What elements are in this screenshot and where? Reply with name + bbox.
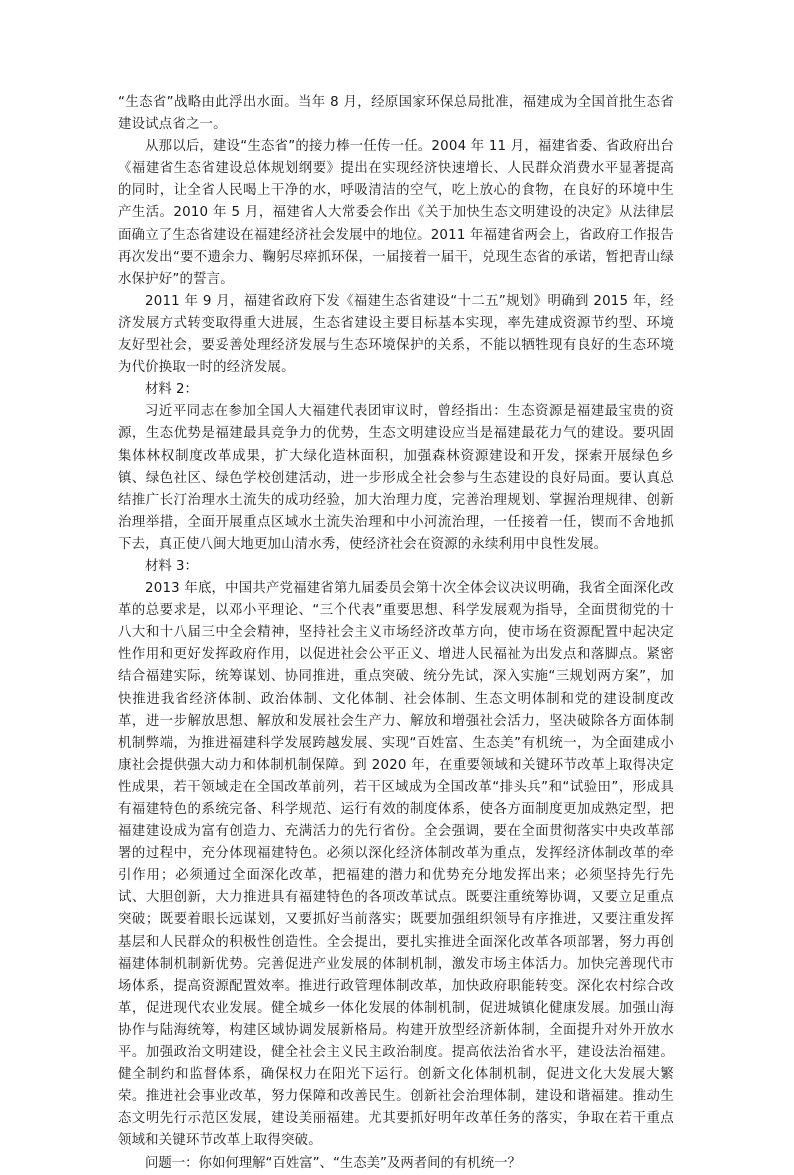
- paragraph-relay: 从那以后，建设“生态省”的接力棒一任传一任。2004 年 11 月，福建省委、省政府出台《福建省生态省建设总体规划纲要》提出在实现经济快速增长、人民群众消费水平显著提高的同时，让全省人民喝上干净的水，呼吸清洁的空气，吃上放心的食物，在良好的环境中生产生活。2010 年 5 月，福建省人大常委会作出《关于加快生态文明建设的决定》从法律层面确立了生态省建设在福建经济社会发展中的地位。2011 年福建省两会上，省政府工作报告再次发出“要不遗余力、鞠躬尽瘁抓环保，一届接着一届干，兑现生态省的承诺，暂把青山绿水保护好”的誓言。: [118, 139, 674, 287]
- material-3-text: 2013 年底，中国共产党福建省第九届委员会第十次全体会议决议明确，我省全面深化改革的总要求是，以邓小平理论、“三个代表”重要思想、科学发展观为指导，全面贯彻党的十八大和十八届三中全会精神，坚持社会主义市场经济改革方向，使市场在资源配置中起决定性作用和更好发挥政府作用，以促进社会公平正义、增进人民福祉为出发点和落脚点。紧密结合福建实际，统筹谋划、协同推进，重点突破、统分先试，深入实施“三规划两方案”，加快推进我省经济体制、政治体制、文化体制、社会体制、生态文明体制和党的建设制度改革，进一步解放思想、解放和发展社会生产力、解放和增强社会活力，坚决破除各方面体制机制弊端，为推进福建科学发展跨越发展、实现“百姓富、生态美”有机统一，为全面建成小康社会提供强大动力和体制机制保障。到 2020 年，在重要领域和关键环节改革上取得决定性成果，若干领域走在全国改革前列，若干区域成为全国改革“排头兵”和“试验田”，形成具有福建特色的系统完备、科学规范、运行有效的制度体系，使各方面制度更加成熟定型，把福建建设成为富有创造力、充满活力的先行省份。全会强调，要在全面贯彻落实中央改革部署的过程中，充分体现福建特色。必须以深化经济体制改革为重点，发挥经济体制改革的牵引作用；必须通过全面深化改革，把福建的潜力和优势充分地发挥出来；必须坚持先行先试、大胆创新，大力推进具有福建特色的各项改革试点。既要注重统筹协调，又要立足重点突破；既要着眼长远谋划，又要抓好当前落实；既要加强组织领导有序推进，又要注重发挥基层和人民群众的积极性创造性。全会提出，要扎实推进全面深化改革各项部署，努力再创福建体制机制新优势。完善促进产业发展的体制机制，激发市场主体活力。加快完善现代市场体系，提高资源配置效率。推进行政管理体制改革，加快政府职能转变。深化农村综合改革，促进现代农业发展。健全城乡一体化发展的体制机制，促进城镇化健康发展。加强山海协作与陆海统筹，构建区域协调发展新格局。构建开放型经济新体制，全面提升对外开放水平。加强政治文明建设，健全社会主义民主政治制度。提高依法治省水平，建设法治福建。健全制约和监督体系，确保权力在阳光下运行。创新文化体制机制，促进文化大发展大繁荣。推进社会事业改革，努力保障和改善民生。创新社会治理体制，建设和谐福建。推动生态文明先行示范区发展，建设美丽福建。尤其要抓好明年改革任务的落实，争取在若干重点领域和关键环节改革上取得突破。: [118, 581, 674, 1149]
- material-2-text: 习近平同志在参加全国人大福建代表团审议时，曾经指出：生态资源是福建最宝贵的资源，生态优势是福建最具竞争力的优势，生态文明建设应当是福建最花力气的建设。要巩固集体林权制度改革成果，扩大绿化造林面积，加强森林资源建设和开发，探索开展绿色乡镇、绿色社区、绿色学校创建活动，进一步形成全社会参与生态建设的良好局面。要认真总结推广长汀治理水土流失的成功经验，加大治理力度，完善治理规划、掌握治理规律、创新治理举措，全面开展重点区域水土流失治理和中小河流治理，一任接着一任，锲而不舍地抓下去，真正使八闽大地更加山清水秀，使经济社会在资源的永续利用中良性发展。: [118, 404, 674, 552]
- material-3-label: 材料 3：: [145, 558, 198, 574]
- paragraph-intro: “生态省”战略由此浮出水面。当年 8 月，经原国家环保总局批准，福建成为全国首批生态省建设试点省之一。: [118, 95, 674, 133]
- material-2-label: 材料 2：: [145, 382, 198, 398]
- paragraph-plan: 2011 年 9 月，福建省政府下发《福建生态省建设“十二五”规划》明确到 2015 年，经济发展方式转变取得重大进展，生态省建设主要目标基本实现，率先建成资源节约型、环境友好型社会，要妥善处理经济发展与生态环境保护的关系，不能以牺牲现有良好的生态环境为代价换取一时的经济发展。: [118, 293, 674, 376]
- document-page: [118, 92, 674, 1175]
- question-one: 问题一：你如何理解“百姓富”、“生态美”及两者间的有机统一？: [145, 1155, 521, 1171]
